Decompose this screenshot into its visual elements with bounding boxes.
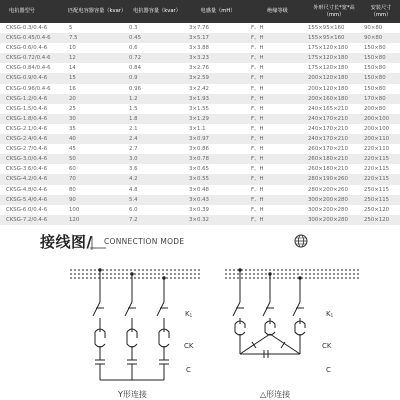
delta-branch-b [263,273,275,335]
table-cell: 3×2.42 [187,84,249,94]
table-cell: 220×115 [362,154,400,164]
table-cell: 1.8 [127,114,187,124]
table-cell: 100 [67,205,127,215]
table-cell: 15 [67,73,127,83]
table-cell: 175×120×180 [306,53,362,63]
table-cell: 10 [67,43,127,53]
table-cell: 3×0.97 [187,134,249,144]
table-cell: 35 [67,124,127,134]
table-cell: F、H [249,174,306,184]
table-row [0,124,400,134]
table-cell: 200×120×180 [306,84,362,94]
delta-connection-diagram [225,269,360,358]
table-cell: 3×1.29 [187,114,249,124]
table-row [0,174,400,184]
table-cell: CKSG-0.9/0.4-6 [0,73,67,83]
y-branch-b [125,273,137,380]
table-cell: 30 [67,114,127,124]
table-cell: 3×1.55 [187,104,249,114]
table-cell: 150×80 [362,43,400,53]
table-row [0,144,400,154]
table-cell: 220×115 [362,174,400,184]
table-cell: CKSG-2.4/0.4-6 [0,134,67,144]
table-cell: 0.3 [127,23,187,33]
table-cell: F、H [249,104,306,114]
table-cell: 4.8 [127,185,187,195]
table-cell: CKSG-6.0/0.4-6 [0,205,67,215]
table-cell: CKSG-0.84/0.4-6 [0,63,67,73]
table-cell: CKSG-1.5/0.4-6 [0,104,67,114]
table-cell: 3×0.32 [187,215,249,225]
table-cell: 220×110 [362,144,400,154]
table-row [0,63,400,73]
table-cell: CKSG-3.6/0.4-6 [0,164,67,174]
table-cell: 120 [67,215,127,225]
table-cell: F、H [249,63,306,73]
c-label-right: C [326,366,331,374]
table-cell: 150×80 [362,84,400,94]
section-header [0,228,400,258]
table-cell: F、H [249,84,306,94]
table-cell: 90×80 [362,33,400,43]
table-cell: 3×0.39 [187,205,249,215]
table-cell: 250×120 [362,215,400,225]
table-cell: 0.72 [127,53,187,63]
table-cell: 2.1 [127,124,187,134]
table-cell: 260×170×210 [306,144,362,154]
table-row [0,53,400,63]
column-header: 电抗器型号 [0,0,67,23]
table-cell: 16 [67,84,127,94]
table-cell: 300×200×280 [306,205,362,215]
table-cell: CKSG-1.2/0.4-6 [0,94,67,104]
table-cell: 14 [67,63,127,73]
table-cell: 3×7.76 [187,23,249,33]
c-label-left: C [186,366,191,374]
table-cell: F、H [249,185,306,195]
table-cell: 1.2 [127,94,187,104]
table-cell: 250×120 [362,205,400,215]
table-cell: CKSG-0.96/0.4-6 [0,84,67,94]
table-cell: 220×115 [362,164,400,174]
table-row [0,23,400,33]
y-branch-a [93,269,105,380]
table-cell: F、H [249,195,306,205]
table-cell: F、H [249,33,306,43]
table-cell: 240×170×210 [306,134,362,144]
table-cell: 5 [67,23,127,33]
table-cell: 200×80 [362,104,400,114]
table-cell: 60 [67,164,127,174]
table-cell: 45 [67,144,127,154]
table-row [0,33,400,43]
table-header-row [0,0,400,23]
table-cell: 150×80 [362,53,400,63]
table-cell: 200×100 [362,114,400,124]
table-row [0,185,400,195]
table-row [0,195,400,205]
table-cell: 3×0.78 [187,154,249,164]
delta-branch-a [233,269,245,354]
table-cell: F、H [249,73,306,83]
table-cell: CKSG-3.0/0.4-6 [0,154,67,164]
table-row [0,134,400,144]
table-cell: 90 [67,195,127,205]
table-body [0,23,400,225]
table-cell: 200×100 [362,124,400,134]
table-cell: 200×120×180 [306,73,362,83]
table-cell: F、H [249,134,306,144]
table-cell: CKSG-0.72/0.4-6 [0,53,67,63]
table-cell: 170×80 [362,94,400,104]
y-branch-c [157,277,169,380]
title-ornament [90,236,106,250]
table-row [0,154,400,164]
table-row [0,114,400,124]
table-cell: 260×180×210 [306,154,362,164]
table-cell: CKSG-0.6/0.4-6 [0,43,67,53]
table-cell: F、H [249,205,306,215]
table-row [0,205,400,215]
ck-label-left: CK [184,342,194,350]
table-cell: 240×170×210 [306,114,362,124]
table-cell: 150×80 [362,73,400,83]
table-cell: 12 [67,53,127,63]
table-cell: 250×115 [362,185,400,195]
table-cell: 3×0.55 [187,174,249,184]
table-cell: 3×0.48 [187,185,249,195]
globe-icon [294,234,308,248]
column-header: 电感量（mH） [187,0,249,23]
table-row [0,73,400,83]
k-label-left: K1 [185,310,193,318]
table-cell: F、H [249,164,306,174]
table-cell: F、H [249,124,306,134]
table-cell: 0.84 [127,63,187,73]
table-cell: 3×0.86 [187,144,249,154]
table-cell: CKSG-4.2/0.4-6 [0,174,67,184]
table-cell: 3.0 [127,154,187,164]
table-cell: 300×200×280 [306,195,362,205]
table-cell: CKSG-2.1/0.4-6 [0,124,67,134]
table-cell: 155×95×160 [306,23,362,33]
table-cell: 3×3.88 [187,43,249,53]
column-header: 匹配电容器容量（kvar） [67,0,127,23]
table-cell: 7.2 [127,215,187,225]
table-row [0,84,400,94]
table-cell: 175×120×180 [306,43,362,53]
wiring-diagrams [0,262,400,400]
table-cell: 90×80 [362,23,400,33]
table-cell: 155×95×160 [306,33,362,43]
table-cell: CKSG-2.7/0.4-6 [0,144,67,154]
table-cell: 2.4 [127,134,187,144]
table-cell: 240×165×210 [306,104,362,114]
table-cell: CKSG-7.2/0.4-6 [0,215,67,225]
table-cell: 280×200×260 [306,185,362,195]
table-cell: 7.5 [67,33,127,43]
column-header: 绝缘等级 [249,0,306,23]
table-cell: 1.5 [127,104,187,114]
ck-label-right: CK [322,342,332,350]
table-cell: F、H [249,215,306,225]
delta-caption: △形连接 [260,390,291,399]
table-cell: 260×180×210 [306,164,362,174]
table-cell: 3×1.93 [187,94,249,104]
table-cell: 5.4 [127,195,187,205]
delta-branch-c [293,277,305,354]
table-row [0,94,400,104]
table-cell: 240×170×210 [306,124,362,134]
table-cell: 70 [67,174,127,184]
table-cell: CKSG-0.45/0.4-6 [0,33,67,43]
column-header: 安装尺寸（mm） [362,0,400,23]
table-cell: CKSG-0.3/0.4-6 [0,23,67,33]
table-row [0,215,400,225]
table-cell: 3×0.65 [187,164,249,174]
table-cell: 6.0 [127,205,187,215]
table-cell: 0.45 [127,33,187,43]
column-header: 外形尺寸长*宽*高（mm） [306,0,362,23]
table-cell: 40 [67,134,127,144]
table-cell: 0.9 [127,73,187,83]
table-cell: 175×120×180 [306,63,362,73]
table-cell: F、H [249,114,306,124]
table-cell: F、H [249,23,306,33]
table-cell: 3.6 [127,164,187,174]
table-cell: 3×2.76 [187,63,249,73]
column-header: 电抗器容量（kvar） [127,0,187,23]
table-cell: 200×110 [362,134,400,144]
table-row [0,164,400,174]
y-connection-diagram [70,269,200,380]
table-row [0,43,400,53]
table-cell: 250×115 [362,195,400,205]
table-cell: 4.2 [127,174,187,184]
table-cell: 300×200×280 [306,215,362,225]
table-cell: CKSG-1.8/0.4-6 [0,114,67,124]
table-cell: F、H [249,144,306,154]
table-cell: CKSG-4.8/0.4-6 [0,185,67,195]
k-label-right: K1 [326,310,334,318]
section-subtitle: CONNECTION MODE [104,237,185,246]
table-cell: 200×160×180 [306,94,362,104]
table-cell: 80 [67,185,127,195]
table-cell: 3×1.1 [187,124,249,134]
section-title: 接线图/ [40,233,93,251]
table-row [0,104,400,114]
table-cell: 3×0.43 [187,195,249,205]
table-cell: 25 [67,104,127,114]
table-cell: F、H [249,154,306,164]
table-cell: CKSG-5.4/0.4-6 [0,195,67,205]
table-cell: 0.96 [127,84,187,94]
table-cell: 0.6 [127,43,187,53]
table-cell: 150×80 [362,63,400,73]
y-caption: Y形连接 [118,390,147,399]
table-cell: 3×2.59 [187,73,249,83]
table-cell: 50 [67,154,127,164]
table-cell: 3×3.23 [187,53,249,63]
table-cell: 20 [67,94,127,104]
table-cell: F、H [249,94,306,104]
table-cell: F、H [249,53,306,63]
table-cell: 3×5.17 [187,33,249,43]
table-cell: F、H [249,43,306,53]
table-cell: 280×190×260 [306,174,362,184]
table-cell: 2.7 [127,144,187,154]
